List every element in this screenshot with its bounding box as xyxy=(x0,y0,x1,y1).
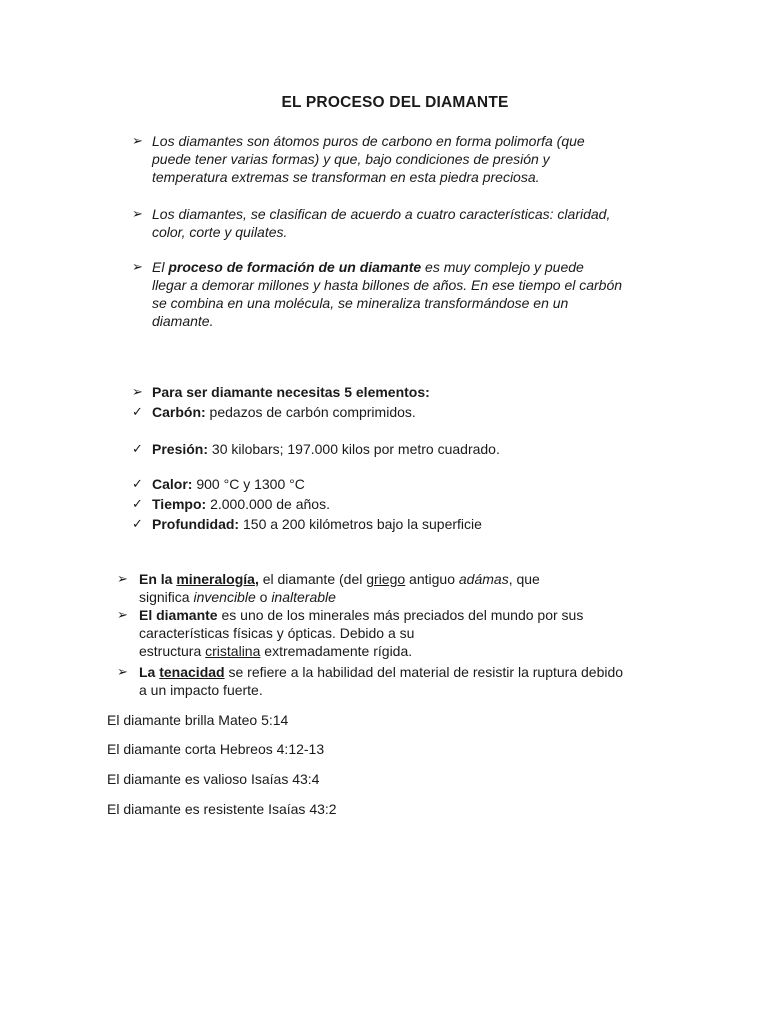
element-item: ✓ Tiempo: 2.000.000 de años. xyxy=(132,496,330,512)
verse-line: El diamante corta Hebreos 4:12-13 xyxy=(107,741,325,757)
elements-heading: Para ser diamante necesitas 5 elementos: xyxy=(152,384,430,400)
fact-tenacidad xyxy=(117,663,697,699)
fact-2-line-2: características físicas y ópticas. Debido a su xyxy=(139,625,415,641)
intro-bullet-3 xyxy=(132,258,712,330)
intro-bullet-1 xyxy=(132,132,692,186)
intro-2-line-1: Los diamantes, se clasifican de acuerdo a cuatro características: claridad, xyxy=(152,206,611,222)
verse-line: El diamante es resistente Isaías 43:2 xyxy=(107,801,337,817)
element-item: ✓ Calor: 900 °C y 1300 °C xyxy=(132,476,305,492)
intro-1-line-2: puede tener varias formas) y que, bajo condiciones de presión y xyxy=(152,151,550,167)
intro-3-line-3: se combina en una molécula, se mineraliza transformándose en un xyxy=(152,295,569,311)
element-item: ✓ Profundidad: 150 a 200 kilómetros bajo la superficie xyxy=(132,516,482,532)
verse-line: El diamante es valioso Isaías 43:4 xyxy=(107,771,320,787)
arrow-bullet-icon: ➢ xyxy=(132,206,143,221)
check-icon: ✓ xyxy=(132,516,143,531)
check-icon: ✓ xyxy=(132,476,143,491)
arrow-bullet-icon: ➢ xyxy=(132,133,143,148)
arrow-bullet-icon: ➢ xyxy=(117,607,128,622)
intro-2-line-2: color, corte y quilates. xyxy=(152,224,288,240)
arrow-bullet-icon: ➢ xyxy=(132,259,143,274)
arrow-bullet-icon: ➢ xyxy=(132,384,143,399)
intro-bullet-2 xyxy=(132,205,712,241)
element-item: ✓ Carbón: pedazos de carbón comprimidos. xyxy=(132,404,416,420)
check-icon: ✓ xyxy=(132,404,143,419)
fact-3-line-1: La tenacidad se refiere a la habilidad del material de resistir la ruptura debido xyxy=(139,664,624,680)
fact-3-line-2: a un impacto fuerte. xyxy=(139,682,263,698)
element-item: ✓ Presión: 30 kilobars; 197.000 kilos por metro cuadrado. xyxy=(132,441,500,457)
check-icon: ✓ xyxy=(132,441,143,456)
intro-3-line-2: llegar a demorar millones y hasta billones de años. En ese tiempo el carbón xyxy=(152,277,623,293)
fact-diamante xyxy=(117,606,697,660)
arrow-bullet-icon: ➢ xyxy=(117,571,128,586)
check-icon: ✓ xyxy=(132,496,143,511)
intro-3-line-1: El proceso de formación de un diamante es muy complejo y puede xyxy=(152,259,584,275)
elements-heading-row xyxy=(132,383,632,401)
fact-2-line-3: estructura cristalina extremadamente rígida. xyxy=(139,643,413,659)
fact-1-line-2: significa invencible o inalterable xyxy=(139,589,336,605)
fact-mineralogia xyxy=(117,570,677,606)
arrow-bullet-icon: ➢ xyxy=(117,664,128,679)
fact-1-line-1: En la mineralogía, el diamante (del griego antiguo adámas, que xyxy=(139,571,540,587)
fact-2-line-1: El diamante es uno de los minerales más preciados del mundo por sus xyxy=(139,607,584,623)
document-title: EL PROCESO DEL DIAMANTE xyxy=(281,94,509,111)
intro-3-line-4: diamante. xyxy=(152,313,214,329)
verse-line: El diamante brilla Mateo 5:14 xyxy=(107,712,289,728)
intro-1-line-3: temperatura extremas se transforman en esta piedra preciosa. xyxy=(152,169,540,185)
intro-1-line-1: Los diamantes son átomos puros de carbono en forma polimorfa (que xyxy=(152,133,585,149)
